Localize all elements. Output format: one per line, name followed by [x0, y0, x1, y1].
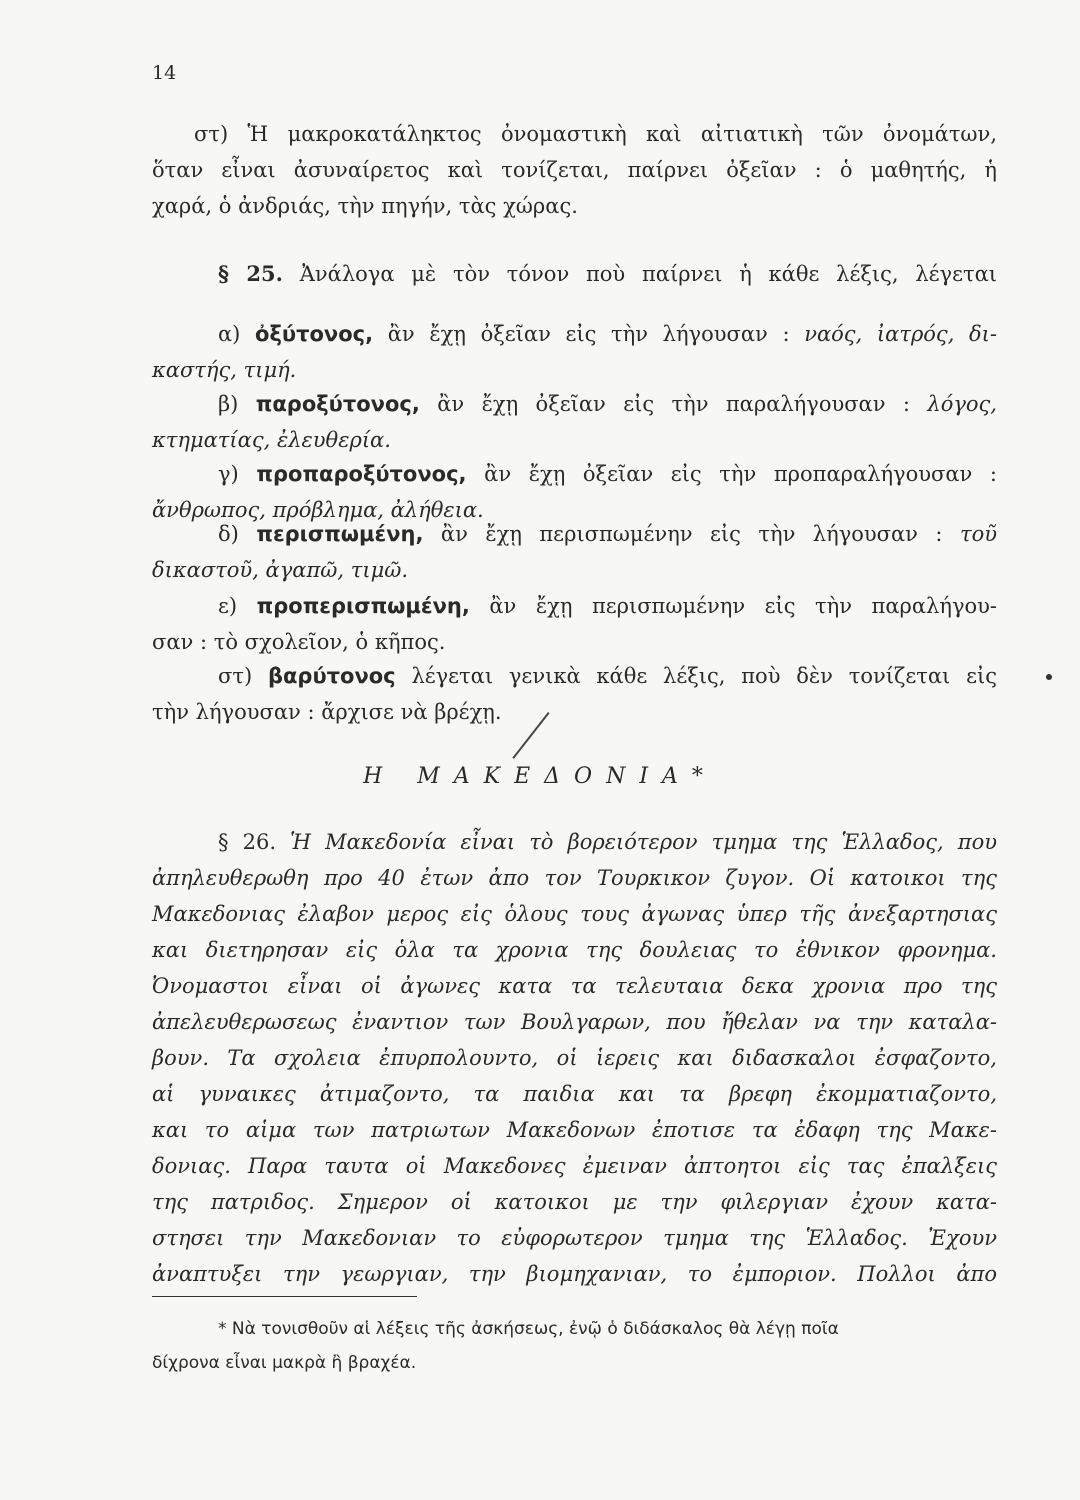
item-examples-line: καστής, τιμή. [152, 358, 297, 382]
section-26-line: στησει την Μακεδονιαν το εὐφορωτερον τμημα της Ἑλλαδος. Ἐχουν [152, 1226, 997, 1250]
item-term: βαρύτονος [267, 664, 396, 688]
footnote-rule [152, 1296, 417, 1297]
item-examples-line: σαν : τὸ σχολεῖον, ὁ κῆπος. [152, 630, 446, 654]
section-26-line: και διετηρησαν εἰς ὁλα τα χρονια της δουλειας το ἐθνικον φρονημα. [152, 938, 997, 962]
item-rule: ἂν ἔχῃ ὀξεῖαν εἰς τὴν λήγουσαν : [387, 322, 790, 346]
section-26-line: δονιας. Παρα ταυτα οἱ Μακεδονες ἐμειναν ἀπτοητοι εἰς τας ἐπαλξεις [152, 1154, 997, 1178]
item-label: ε) [218, 594, 238, 618]
footnote-line: δίχρονα εἶναι μακρὰ ἢ βραχέα. [152, 1353, 417, 1373]
section-25-intro-line [152, 256, 997, 292]
accent-item-a [152, 316, 997, 388]
section-26-line: Μακεδονιας ἐλαβον μερος εἰς ὁλους τους ἀγωνας ὑπερ τῆς ἀνεξαρτησιας [152, 902, 997, 926]
item-examples-line: κτηματίας, ἐλευθερία. [152, 428, 391, 452]
item-label: γ) [218, 462, 239, 486]
page-number: 14 [152, 62, 177, 84]
footnote-line: * Νὰ τονισθοῦν αἱ λέξεις τῆς ἀσκήσεως, ἐνῷ ὁ διδάσκαλος θὰ λέγῃ ποῖα [218, 1319, 839, 1339]
section-25-intro: Ἀνάλογα μὲ τὸν τόνον ποὺ παίρνει ἡ κάθε λέξις, λέγεται [299, 262, 997, 286]
paragraph-st [152, 116, 997, 224]
accent-item-e [152, 588, 997, 660]
paragraph-line: ὅταν εἶναι ἀσυναίρετος καὶ τονίζεται, παίρνει ὀξεῖαν : ὁ μαθητής, ἡ [152, 158, 997, 182]
item-term: περισπωμένη, [256, 522, 424, 546]
section-26-line: ἀναπτυξει την γεωργιαν, την βιομηχανιαν, το ἐμποριον. Πολλοι ἀπο [152, 1262, 997, 1286]
item-rule: λέγεται γενικὰ κάθε λέξις, ποὺ δὲν τονίζεται εἰς [411, 664, 997, 688]
section-26-line: αἱ γυναικες ἀτιμαζοντο, τα παιδια και τα βρεφη ἐκομματιαζοντο, [152, 1082, 997, 1106]
accent-item-d [152, 516, 997, 588]
item-term: παροξύτονος, [255, 392, 420, 416]
item-examples: ναός, ἰατρός, δι- [804, 322, 997, 346]
section-title: Η ΜΑΚΕΔΟΝΙΑ* [363, 764, 717, 789]
item-label: β) [218, 392, 239, 416]
item-examples-line: ἄνθρωπος, πρόβλημα, ἀλήθεια. [152, 498, 484, 522]
footnote [152, 1312, 997, 1380]
section-25-heading: § 25. [218, 261, 283, 286]
section-26-line: βουν. Τα σχολεια ἐπυρπολουντο, οἱ ἱερεις και διδασκαλοι ἐσφαζοντο, [152, 1046, 997, 1070]
section-26-line: ἀπελευθερωσεως ἐναντιον των Βουλγαρων, που ἤθελαν να την καταλα- [152, 1010, 997, 1034]
section-26-line: Ὀνομαστοι εἶναι οἱ ἀγωνες κατα τα τελευταια δεκα χρονια προ της [152, 974, 997, 998]
accent-item-st [152, 658, 997, 730]
item-label: στ) [218, 664, 253, 688]
item-examples: λόγος, [927, 392, 997, 416]
accent-item-b [152, 386, 997, 458]
section-26-line: ἀπηλευθερωθη προ 40 ἐτων ἀπο τον Τουρκικον ζυγον. Οἱ κατοικοι της [152, 866, 997, 890]
item-rule: ἂν ἔχῃ περισπωμένην εἰς τὴν παραλήγου- [489, 594, 998, 618]
section-25 [152, 256, 997, 292]
item-term: προπερισπωμένη, [256, 594, 470, 618]
section-26-line: Ἡ Μακεδονία εἶναι τὸ βορειότερον τμημα της Ἑλλαδος, που [290, 830, 997, 854]
item-rule: ἂν ἔχῃ ὀξεῖαν εἰς τὴν προπαραλήγουσαν : [484, 462, 997, 486]
section-26-label: § 26. [218, 830, 277, 854]
item-examples: τοῦ [959, 522, 997, 546]
item-label: α) [218, 322, 241, 346]
item-examples-line: τὴν λήγουσαν : ἄρχισε νὰ βρέχῃ. [152, 700, 502, 724]
stray-dot [1046, 674, 1052, 680]
item-rule: ἂν ἔχῃ περισπωμένην εἰς τὴν λήγουσαν : [440, 522, 943, 546]
section-26-line: και το αἱμα των πατριωτων Μακεδονων ἐποτισε τα ἐδαφη της Μακε- [152, 1118, 997, 1142]
paragraph-line: χαρά, ὁ ἀνδριάς, τὴν πηγήν, τὰς χώρας. [152, 194, 578, 218]
paragraph-line: στ) Ἡ μακροκατάληκτος ὀνομαστικὴ καὶ αἰτιατικὴ τῶν ὀνομάτων, [194, 122, 997, 146]
item-term: ὀξύτονος, [255, 322, 374, 346]
section-26-line: της πατριδος. Σημερον οἱ κατοικοι με την φιλεργιαν ἐχουν κατα- [152, 1190, 997, 1214]
item-rule: ἂν ἔχῃ ὀξεῖαν εἰς τὴν παραλήγουσαν : [437, 392, 910, 416]
section-26 [152, 824, 997, 1292]
item-examples-line: δικαστοῦ, ἀγαπῶ, τιμῶ. [152, 558, 409, 582]
item-label: δ) [218, 522, 239, 546]
item-term: προπαροξύτονος, [256, 462, 467, 486]
